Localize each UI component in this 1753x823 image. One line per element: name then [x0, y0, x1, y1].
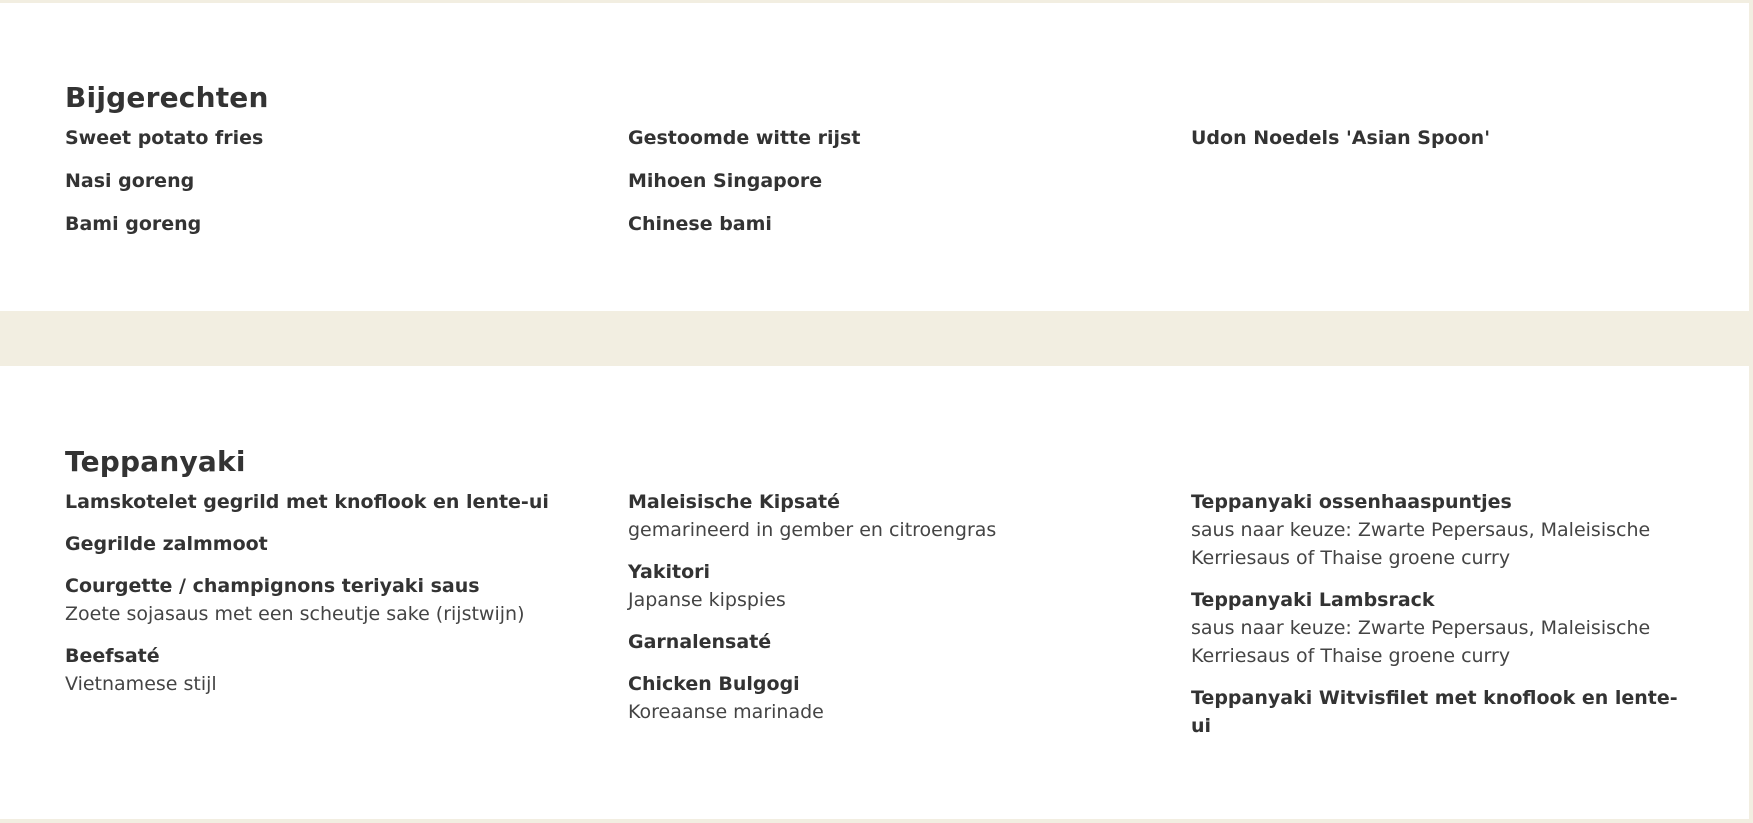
menu-item: [65, 210, 555, 238]
menu-section-bijgerechten: [0, 3, 1749, 311]
menu-item: [65, 642, 555, 698]
menu-item: [65, 572, 555, 628]
menu-item-name: Yakitori: [628, 561, 711, 583]
menu-column: [65, 124, 555, 253]
menu-item: [1191, 488, 1751, 572]
menu-item-name: Teppanyaki Witvisfilet met knoflook en lente-ui: [1191, 687, 1678, 737]
menu-column: [628, 488, 1118, 740]
menu-item: [65, 167, 555, 195]
menu-item: [628, 558, 1118, 614]
section-title: Bijgerechten: [65, 81, 269, 114]
menu-item-name: Bami goreng: [65, 213, 202, 235]
menu-column: [65, 488, 555, 712]
menu-item-name: Chinese bami: [628, 213, 772, 235]
menu-item-name: Beefsaté: [65, 645, 160, 667]
menu-item: [65, 124, 555, 152]
menu-item-description: Koreaanse marinade: [628, 701, 824, 723]
menu-item-description: Zoete sojasaus met een scheutje sake (rijstwijn): [65, 603, 525, 625]
menu-item-name: Garnalensaté: [628, 631, 772, 653]
menu-item-name: Sweet potato fries: [65, 127, 264, 149]
menu-item-description: Japanse kipspies: [628, 589, 786, 611]
menu-item: [65, 488, 555, 516]
menu-item: [628, 210, 1118, 238]
menu-item-name: Nasi goreng: [65, 170, 195, 192]
menu-item: [628, 628, 1118, 656]
menu-item: [65, 530, 555, 558]
menu-item-description: saus naar keuze: Zwarte Pepersaus, Maleisische Kerriesaus of Thaise groene curry: [1191, 519, 1651, 569]
menu-item-description: Vietnamese stijl: [65, 673, 217, 695]
menu-item-name: Teppanyaki ossenhaaspuntjes: [1191, 491, 1512, 513]
menu-item: [1191, 586, 1751, 670]
menu-item-name: Udon Noedels 'Asian Spoon': [1191, 127, 1491, 149]
menu-column: [628, 124, 1118, 253]
section-title: Teppanyaki: [65, 445, 246, 478]
menu-item-description: gemarineerd in gember en citroengras: [628, 519, 997, 541]
menu-section-teppanyaki: [0, 366, 1749, 819]
menu-item: [628, 167, 1118, 195]
menu-item-name: Gestoomde witte rijst: [628, 127, 861, 149]
menu-item-name: Teppanyaki Lambsrack: [1191, 589, 1435, 611]
menu-item: [1191, 124, 1751, 152]
menu-item-name: Gegrilde zalmmoot: [65, 533, 268, 555]
menu-column: [1191, 488, 1751, 754]
menu-item: [628, 124, 1118, 152]
menu-item: [628, 488, 1118, 544]
menu-columns: [65, 124, 1749, 384]
menu-item-description: saus naar keuze: Zwarte Pepersaus, Maleisische Kerriesaus of Thaise groene curry: [1191, 617, 1651, 667]
menu-item-name: Mihoen Singapore: [628, 170, 823, 192]
menu-column: [1191, 124, 1751, 167]
menu-item-name: Chicken Bulgogi: [628, 673, 800, 695]
menu-item: [1191, 684, 1751, 740]
menu-item-name: Maleisische Kipsaté: [628, 491, 840, 513]
menu-item-name: Lamskotelet gegrild met knoflook en lente-ui: [65, 491, 549, 513]
menu-item-name: Courgette / champignons teriyaki saus: [65, 575, 480, 597]
menu-item: [628, 670, 1118, 726]
menu-columns: [65, 488, 1749, 748]
